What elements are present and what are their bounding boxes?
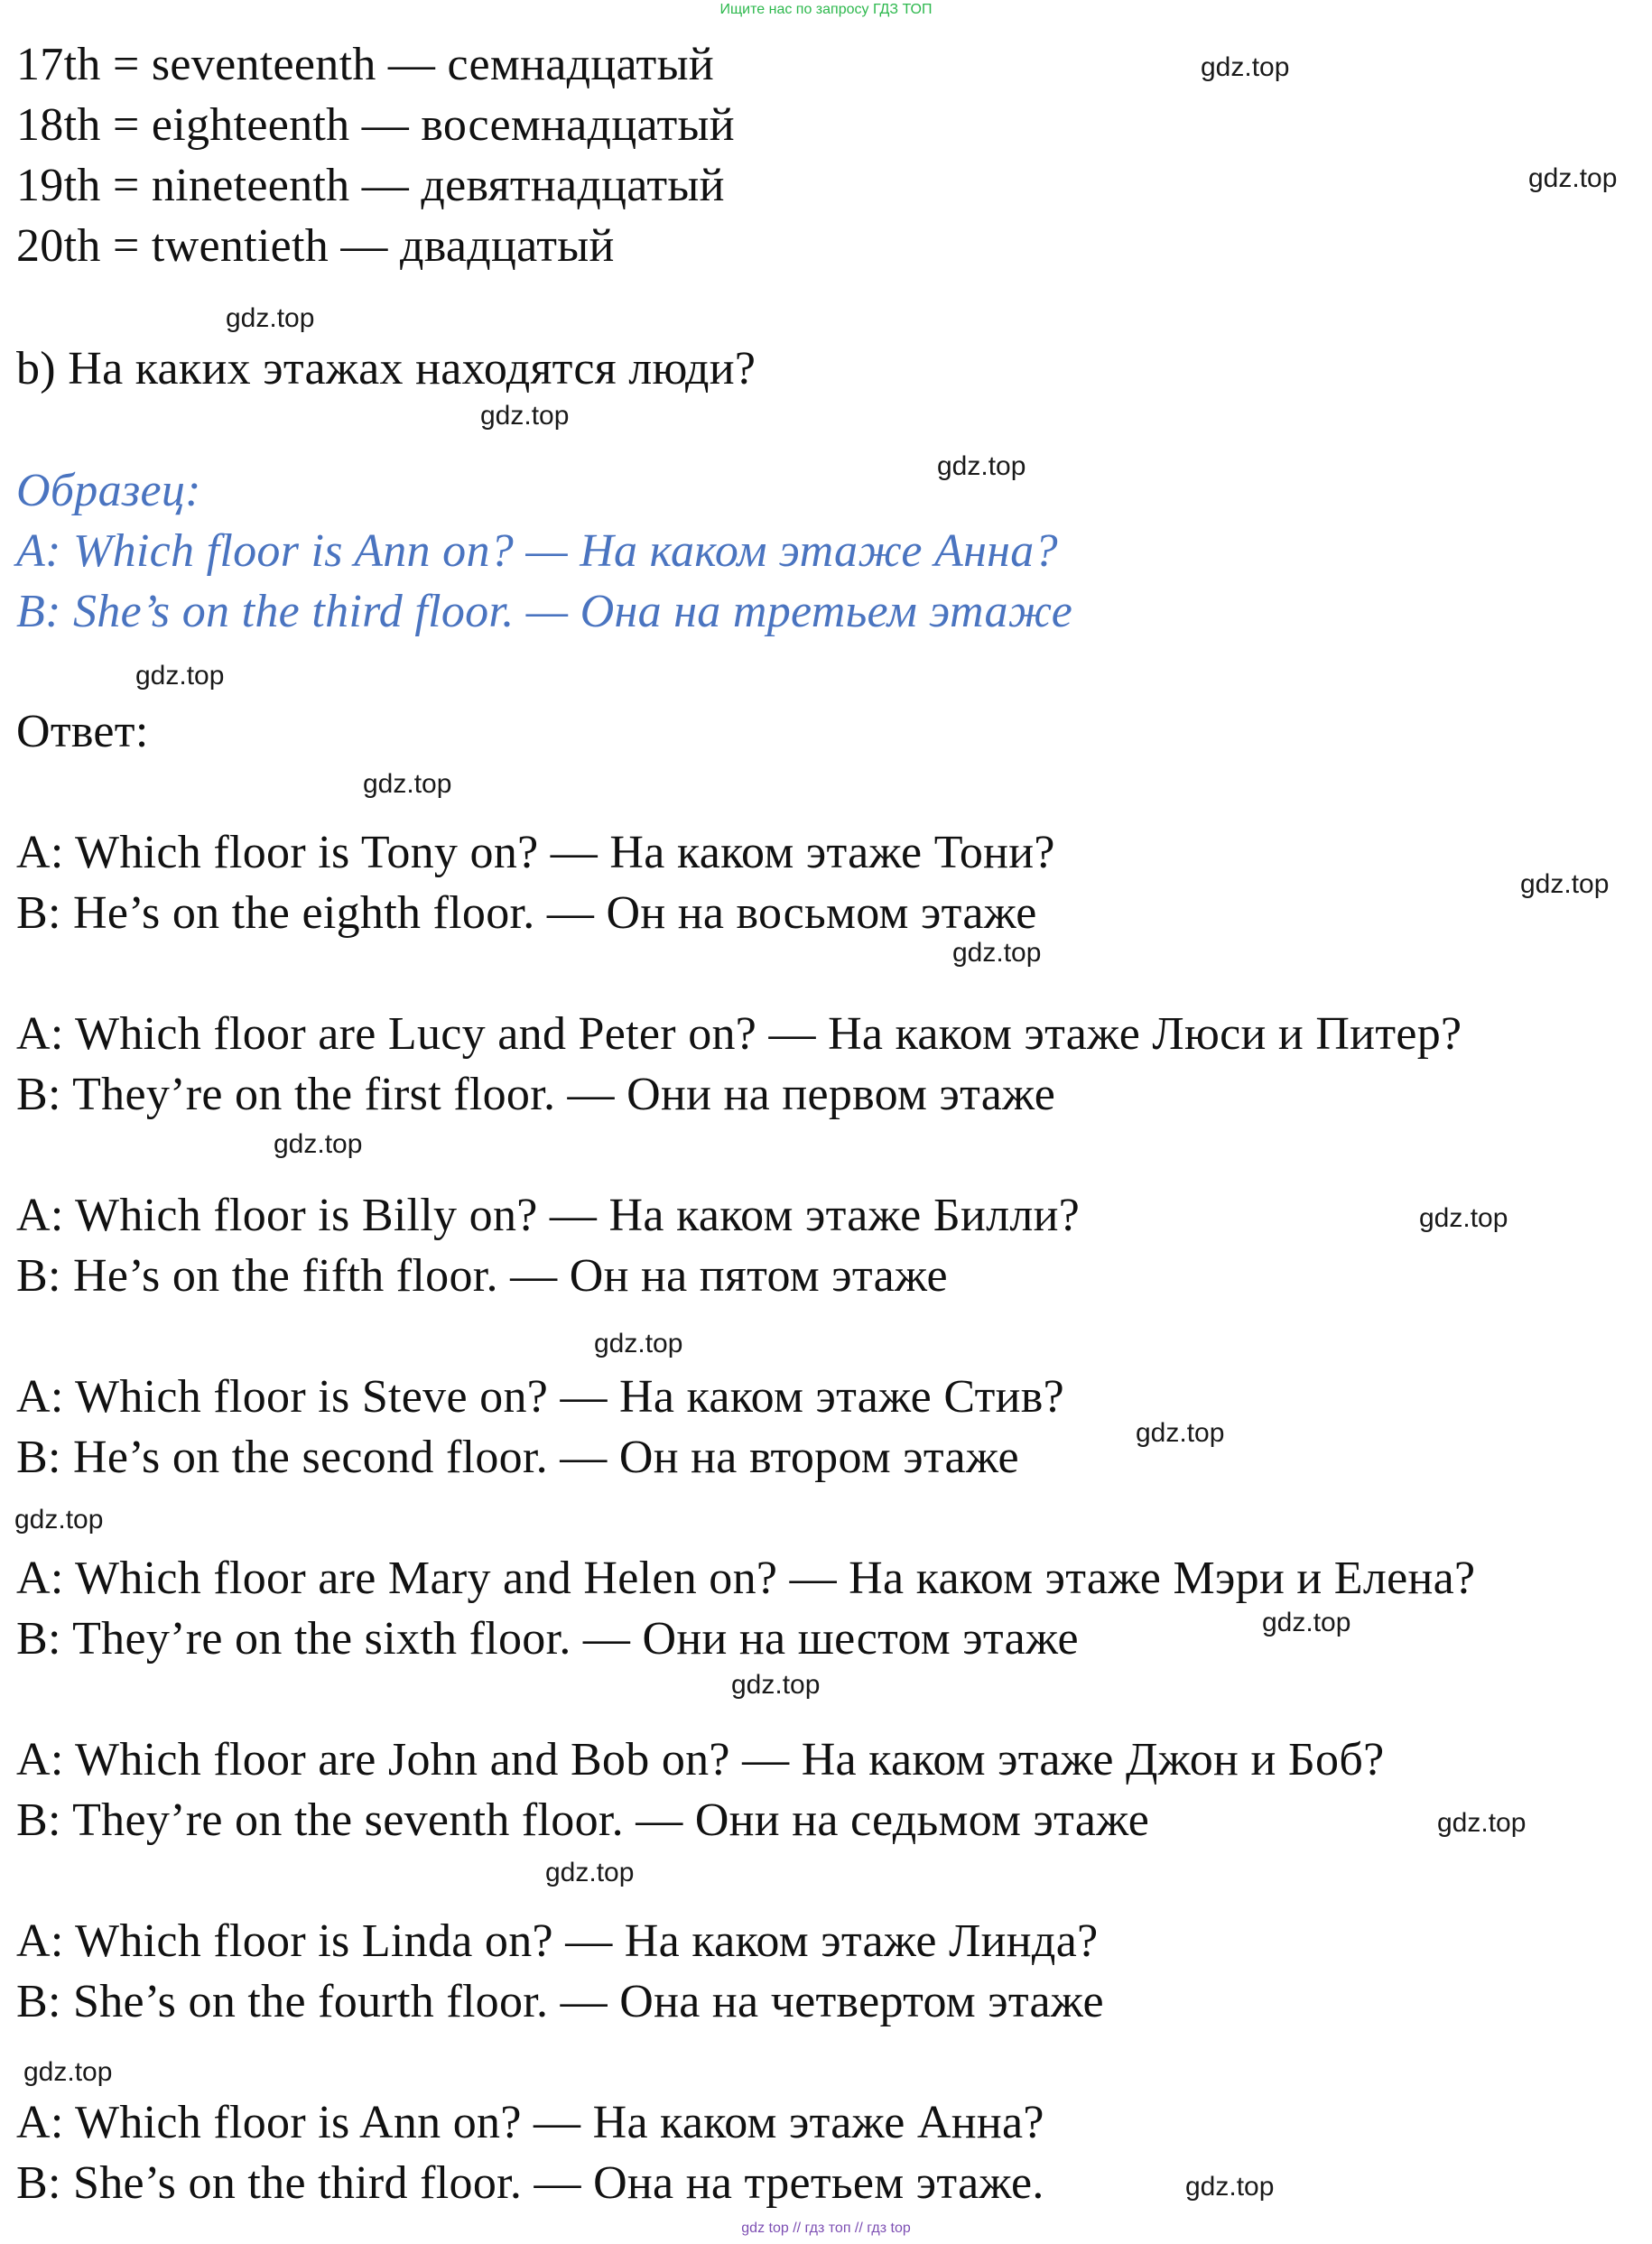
dialogue-b: B: They’re on the seventh floor. — Они на седьмом этаже bbox=[16, 1794, 1150, 1846]
task-b-heading: b) На каких этажах находятся люди? bbox=[16, 343, 756, 394]
sample-line-a: A: Which floor is Ann on? — На каком этаже Анна? bbox=[16, 525, 1058, 577]
ordinal-line: 20th = twentieth — двадцатый bbox=[16, 220, 615, 272]
watermark: gdz.top bbox=[1201, 52, 1290, 82]
watermark: gdz.top bbox=[274, 1129, 363, 1159]
watermark: gdz.top bbox=[1419, 1203, 1508, 1233]
ordinal-line: 19th = nineteenth — девятнадцатый bbox=[16, 160, 725, 211]
dialogue-b: B: They’re on the sixth floor. — Они на шестом этаже bbox=[16, 1613, 1079, 1664]
header-note: Ищите нас по запросу ГДЗ ТОП bbox=[719, 2, 933, 17]
watermark: gdz.top bbox=[731, 1670, 821, 1700]
ordinal-line: 18th = eighteenth — восемнадцатый bbox=[16, 99, 735, 151]
dialogue-a: A: Which floor are Mary and Helen on? — На каком этаже Мэри и Елена? bbox=[16, 1553, 1476, 1604]
answer-label: Ответ: bbox=[16, 706, 149, 757]
watermark: gdz.top bbox=[14, 1505, 104, 1535]
watermark: gdz.top bbox=[952, 938, 1042, 968]
sample-line-b: B: She’s on the third floor. — Она на третьем этаже bbox=[16, 586, 1073, 637]
dialogue-a: A: Which floor is Billy on? — На каком этаже Билли? bbox=[16, 1190, 1081, 1241]
dialogue-a: A: Which floor is Linda on? — На каком этаже Линда? bbox=[16, 1915, 1099, 1967]
footer-note: gdz top // гдз топ // гдз top bbox=[741, 2221, 911, 2236]
dialogue-a: A: Which floor is Steve on? — На каком этаже Стив? bbox=[16, 1371, 1065, 1423]
ordinal-line: 17th = seventeenth — семнадцатый bbox=[16, 39, 714, 90]
dialogue-b: B: He’s on the eighth floor. — Он на восьмом этаже bbox=[16, 887, 1037, 939]
watermark: gdz.top bbox=[363, 769, 452, 799]
watermark: gdz.top bbox=[23, 2057, 113, 2087]
watermark: gdz.top bbox=[594, 1329, 683, 1358]
watermark: gdz.top bbox=[1437, 1808, 1527, 1838]
watermark: gdz.top bbox=[1136, 1418, 1225, 1448]
dialogue-b: B: She’s on the third floor. — Она на третьем этаже. bbox=[16, 2157, 1044, 2209]
dialogue-a: A: Which floor are John and Bob on? — На каком этаже Джон и Боб? bbox=[16, 1734, 1385, 1785]
dialogue-b: B: He’s on the second floor. — Он на втором этаже bbox=[16, 1432, 1019, 1483]
dialogue-b: B: She’s on the fourth floor. — Она на четвертом этаже bbox=[16, 1976, 1104, 2027]
watermark: gdz.top bbox=[1185, 2172, 1275, 2202]
dialogue-b: B: They’re on the first floor. — Они на первом этаже bbox=[16, 1069, 1056, 1120]
watermark: gdz.top bbox=[135, 661, 225, 691]
watermark: gdz.top bbox=[1520, 869, 1610, 899]
watermark: gdz.top bbox=[226, 303, 315, 333]
dialogue-a: A: Which floor is Tony on? — На каком этаже Тони? bbox=[16, 827, 1055, 878]
dialogue-a: A: Which floor is Ann on? — На каком этаже Анна? bbox=[16, 2097, 1044, 2148]
dialogue-b: B: He’s on the fifth floor. — Он на пятом этаже bbox=[16, 1250, 948, 1302]
watermark: gdz.top bbox=[1528, 163, 1618, 193]
watermark: gdz.top bbox=[480, 401, 570, 431]
dialogue-a: A: Which floor are Lucy and Peter on? — На каком этаже Люси и Питер? bbox=[16, 1008, 1462, 1060]
watermark: gdz.top bbox=[1262, 1608, 1351, 1637]
watermark: gdz.top bbox=[937, 451, 1026, 481]
sample-label: Образец: bbox=[16, 465, 201, 516]
watermark: gdz.top bbox=[545, 1858, 635, 1887]
